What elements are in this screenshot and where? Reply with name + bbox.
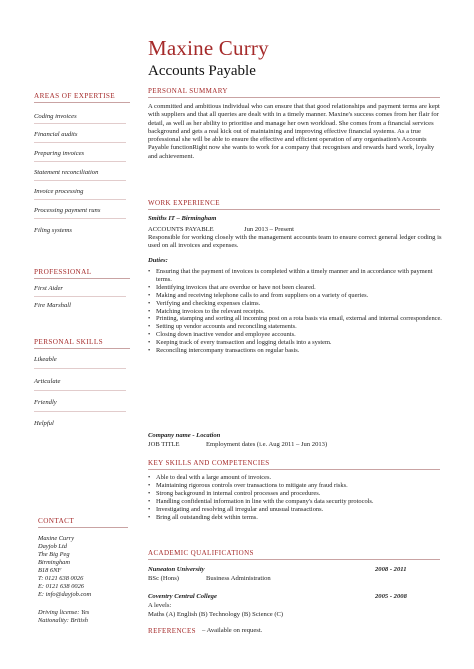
- professional-separator: [34, 296, 126, 297]
- personal-skill-separator: [34, 368, 126, 369]
- professional-heading: PROFESSIONAL: [34, 268, 92, 276]
- contact-phone: T: 0121 638 0026: [38, 575, 84, 582]
- personal-skill-separator: [34, 411, 126, 412]
- expertise-separator: [34, 123, 126, 124]
- skills-heading: KEY SKILLS AND COMPETENCIES: [148, 459, 270, 467]
- duty-item: • Printing, stamping and sorting all incoming post on a rota basis via email, external and internal correspondence.: [148, 315, 444, 323]
- position-dates: Employment dates (i.e. Aug 2011 – Jun 2013): [206, 441, 328, 448]
- contact-heading: CONTACT: [38, 517, 75, 525]
- personal-skill-item: Articulate: [34, 378, 61, 385]
- driving-license: Driving license: Yes: [38, 609, 90, 616]
- personal-skill-separator: [34, 390, 126, 391]
- contact-address-line: The Big Peg: [38, 551, 70, 558]
- duty-item: • Closing down inactive vendor and employee accounts.: [148, 331, 444, 339]
- contact-name: Maxine Curry: [38, 535, 75, 542]
- expertise-separator: [34, 142, 126, 143]
- duty-item: • Identifying invoices that are overdue or have not been cleared.: [148, 284, 444, 292]
- degree-subject: Business Administration: [206, 575, 271, 582]
- degree: BSc (Hons): [148, 575, 179, 582]
- expertise-heading: AREAS OF EXPERTISE: [34, 92, 116, 100]
- expertise-item: Statement reconciliation: [34, 169, 99, 176]
- duty-item: • Making and receiving telephone calls to and from suppliers on a variety of queries.: [148, 292, 444, 300]
- duty-item: • Matching invoices to the relevant receipts.: [148, 308, 444, 316]
- school-name: Nuneaton University: [148, 566, 205, 573]
- duties-label: Duties:: [148, 257, 168, 264]
- a-levels-label: A levels:: [148, 602, 172, 609]
- skill-item: • Handling confidential information in line with the company's data security protocols.: [148, 498, 444, 506]
- contact-phone: E: 0121 638 0026: [38, 583, 84, 590]
- skill-item: • Investigating and resolving all irregular and unusual transactions.: [148, 506, 444, 514]
- duty-item: • Ensuring that the payment of invoices is completed within a timely manner and in accordance with payment terms.: [148, 268, 444, 284]
- duty-item: • Keeping track of every transaction and logging details into a system.: [148, 339, 444, 347]
- personal-skill-item: Likeable: [34, 356, 57, 363]
- expertise-separator: [34, 218, 126, 219]
- expertise-separator: [34, 161, 126, 162]
- professional-divider: [34, 278, 130, 279]
- expertise-item: Invoice processing: [34, 188, 84, 195]
- nationality: Nationality: British: [38, 617, 88, 624]
- professional-item: First Aider: [34, 285, 64, 292]
- skill-item: • Able to deal with a large amount of invoices.: [148, 474, 444, 482]
- candidate-name: Maxine Curry: [148, 36, 269, 60]
- professional-item: Fire Marshall: [34, 302, 71, 309]
- personal-skill-item: Helpful: [34, 420, 54, 427]
- skills-list: [148, 474, 444, 521]
- expertise-item: Processing payment runs: [34, 207, 101, 214]
- personal-skills-divider: [34, 348, 130, 349]
- academic-heading: ACADEMIC QUALIFICATIONS: [148, 549, 254, 557]
- academic-divider: [148, 559, 440, 560]
- contact-divider: [38, 527, 128, 528]
- summary-text: A committed and ambitious individual who can ensure that that good relationships and payment terms are kept with suppliers and that all queries are dealt with in a timely manner. Maxine's success comes from her flair for detail, as well as her ability to prioritise and manage her own workload. She comes from a financial services background and gets a real kick out of maintaining and improving effective financial systems. As a true professional she will be able to ensure the effective and efficient operation of any organisation's Accounts Payable functionRight now she wants to work for a company that recognises and rewards hard work, loyalty and achievement.: [148, 103, 440, 160]
- references-text: – Available on request.: [202, 627, 263, 634]
- job-title: Accounts Payable: [148, 63, 256, 79]
- skill-item: • Strong background in internal control processes and procedures.: [148, 490, 444, 498]
- expertise-item: Financial audits: [34, 131, 78, 138]
- contact-address-line: Birmingham: [38, 559, 70, 566]
- expertise-item: Filing systems: [34, 227, 72, 234]
- expertise-separator: [34, 180, 126, 181]
- duty-item: • Verifying and checking expenses claims.: [148, 300, 444, 308]
- position-dates: Jun 2013 – Present: [244, 226, 295, 233]
- school-years: 2005 - 2008: [375, 593, 407, 600]
- employer-name: Smiths IT – Birmingham: [148, 215, 217, 222]
- duty-item: • Setting up vendor accounts and reconciling statements.: [148, 323, 444, 331]
- personal-skills-heading: PERSONAL SKILLS: [34, 338, 104, 346]
- contact-email: E: info@dayjob.com: [38, 591, 92, 598]
- expertise-separator: [34, 199, 126, 200]
- contact-postcode: B18 6NF: [38, 567, 62, 574]
- a-levels-grades: Maths (A) English (B) Technology (B) Science (C): [148, 611, 284, 618]
- references-heading: REFERENCES: [148, 627, 196, 635]
- summary-heading: PERSONAL SUMMARY: [148, 87, 228, 95]
- work-heading: WORK EXPERIENCE: [148, 199, 220, 207]
- duty-item: • Reconciling intercompany transactions on regular basis.: [148, 347, 444, 355]
- skill-item: • Bring all outstanding debt within terms.: [148, 514, 444, 522]
- position-title: ACCOUNTS PAYABLE: [148, 226, 214, 233]
- summary-divider: [148, 97, 440, 98]
- position-title: JOB TITLE: [148, 441, 180, 448]
- expertise-item: Coding invoices: [34, 113, 77, 120]
- personal-skill-item: Friendly: [34, 399, 57, 406]
- skills-divider: [148, 469, 440, 470]
- work-divider: [148, 209, 440, 210]
- contact-company: Dayjob Ltd: [38, 543, 67, 550]
- school-years: 2008 - 2011: [375, 566, 407, 573]
- duties-list: [148, 268, 444, 355]
- expertise-item: Preparing invoices: [34, 150, 85, 157]
- expertise-divider: [34, 102, 130, 103]
- school-name: Coventry Central College: [148, 593, 217, 600]
- employer-name: Company name - Location: [148, 432, 221, 439]
- position-description: Responsible for working closely with the management accounts team to ensure correct general ledger coding is used on all invoices and expenses.: [148, 234, 442, 250]
- skill-item: • Maintaining rigorous controls over transactions to mitigate any fraud risks.: [148, 482, 444, 490]
